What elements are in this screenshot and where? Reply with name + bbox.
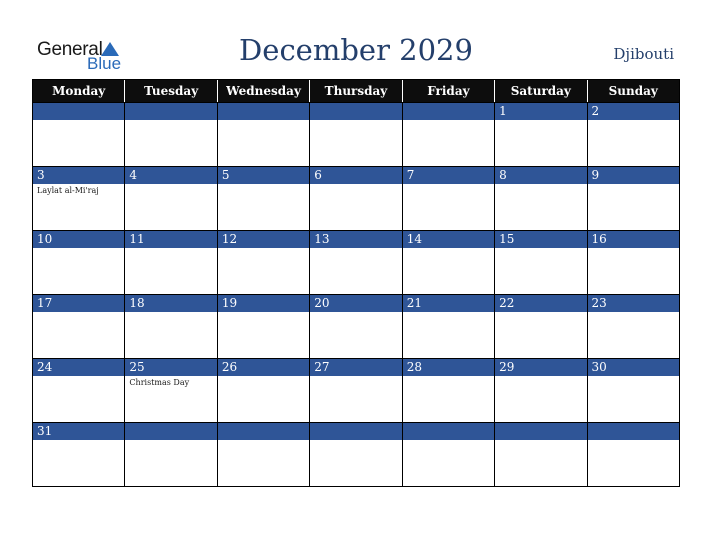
day-cell[interactable] (310, 423, 402, 487)
day-cell[interactable] (587, 359, 679, 423)
day-cell[interactable] (587, 423, 679, 487)
week-row (33, 167, 680, 231)
day-number: 4 (125, 167, 216, 184)
day-number: 5 (218, 167, 309, 184)
day-number: 17 (33, 295, 124, 312)
day-number: 1 (495, 103, 586, 120)
day-number: 7 (403, 167, 494, 184)
day-cell[interactable] (33, 167, 125, 231)
day-number: 30 (588, 359, 679, 376)
weekday-header: Tuesday (125, 80, 217, 103)
day-number: 31 (33, 423, 124, 440)
day-number: 28 (403, 359, 494, 376)
logo-blue-text: Blue (87, 54, 122, 73)
day-number: 21 (403, 295, 494, 312)
day-cell[interactable] (402, 359, 494, 423)
day-cell[interactable] (33, 423, 125, 487)
weekday-header: Friday (402, 80, 494, 103)
day-number: 29 (495, 359, 586, 376)
weekday-header: Sunday (587, 80, 679, 103)
day-number (310, 103, 401, 120)
week-row (33, 103, 680, 167)
day-cell[interactable] (495, 295, 587, 359)
day-cell[interactable] (310, 295, 402, 359)
day-cell[interactable] (310, 103, 402, 167)
day-cell[interactable] (402, 231, 494, 295)
weekday-header-row (33, 80, 680, 103)
day-cell[interactable] (587, 103, 679, 167)
day-cell[interactable] (125, 423, 217, 487)
day-cell[interactable] (33, 359, 125, 423)
day-number: 2 (588, 103, 679, 120)
week-row (33, 359, 680, 423)
day-cell[interactable] (587, 231, 679, 295)
day-cell[interactable] (310, 167, 402, 231)
day-number: 16 (588, 231, 679, 248)
day-number (125, 103, 216, 120)
weekday-header: Saturday (495, 80, 587, 103)
week-row (33, 231, 680, 295)
day-number: 19 (218, 295, 309, 312)
day-cell[interactable] (217, 103, 309, 167)
day-cell[interactable] (402, 103, 494, 167)
day-number: 9 (588, 167, 679, 184)
day-cell[interactable] (125, 103, 217, 167)
weekday-header: Monday (33, 80, 125, 103)
day-number: 20 (310, 295, 401, 312)
day-cell[interactable] (587, 167, 679, 231)
day-number: 24 (33, 359, 124, 376)
week-row (33, 423, 680, 487)
day-cell[interactable] (217, 423, 309, 487)
day-cell[interactable] (495, 423, 587, 487)
day-number (403, 103, 494, 120)
day-number: 23 (588, 295, 679, 312)
day-cell[interactable] (33, 295, 125, 359)
day-number: 6 (310, 167, 401, 184)
day-number (310, 423, 401, 440)
weekday-header: Thursday (310, 80, 402, 103)
day-number: 25 (125, 359, 216, 376)
day-number: 15 (495, 231, 586, 248)
holiday-label: Christmas Day (129, 378, 190, 387)
day-number: 27 (310, 359, 401, 376)
day-cell[interactable] (33, 103, 125, 167)
day-number (218, 423, 309, 440)
day-number: 22 (495, 295, 586, 312)
month-calendar (32, 79, 680, 487)
day-cell[interactable] (125, 167, 217, 231)
day-number (125, 423, 216, 440)
day-number: 14 (403, 231, 494, 248)
holiday-label: Laylat al-Mi'raj (37, 186, 99, 195)
day-cell[interactable] (310, 359, 402, 423)
day-number: 3 (33, 167, 124, 184)
day-number (588, 423, 679, 440)
day-cell[interactable] (402, 295, 494, 359)
day-number (33, 103, 124, 120)
day-cell[interactable] (310, 231, 402, 295)
day-number: 8 (495, 167, 586, 184)
day-number: 26 (218, 359, 309, 376)
day-cell[interactable] (402, 423, 494, 487)
day-cell[interactable] (217, 231, 309, 295)
day-cell[interactable] (495, 167, 587, 231)
day-cell[interactable] (125, 359, 217, 423)
day-cell[interactable] (125, 231, 217, 295)
day-number: 12 (218, 231, 309, 248)
day-number: 18 (125, 295, 216, 312)
page-title: December 2029 (239, 33, 473, 67)
day-cell[interactable] (495, 231, 587, 295)
day-cell[interactable] (217, 359, 309, 423)
day-cell[interactable] (217, 295, 309, 359)
day-number (403, 423, 494, 440)
day-cell[interactable] (125, 295, 217, 359)
day-cell[interactable] (33, 231, 125, 295)
day-number: 13 (310, 231, 401, 248)
logo-general-text: General (37, 39, 103, 60)
day-cell[interactable] (217, 167, 309, 231)
week-row (33, 295, 680, 359)
day-cell[interactable] (402, 167, 494, 231)
weekday-header: Wednesday (217, 80, 309, 103)
day-number (218, 103, 309, 120)
day-cell[interactable] (495, 103, 587, 167)
country-label: Djibouti (613, 45, 674, 63)
day-number: 11 (125, 231, 216, 248)
day-number (495, 423, 586, 440)
day-number: 10 (33, 231, 124, 248)
day-cell[interactable] (495, 359, 587, 423)
day-cell[interactable] (587, 295, 679, 359)
